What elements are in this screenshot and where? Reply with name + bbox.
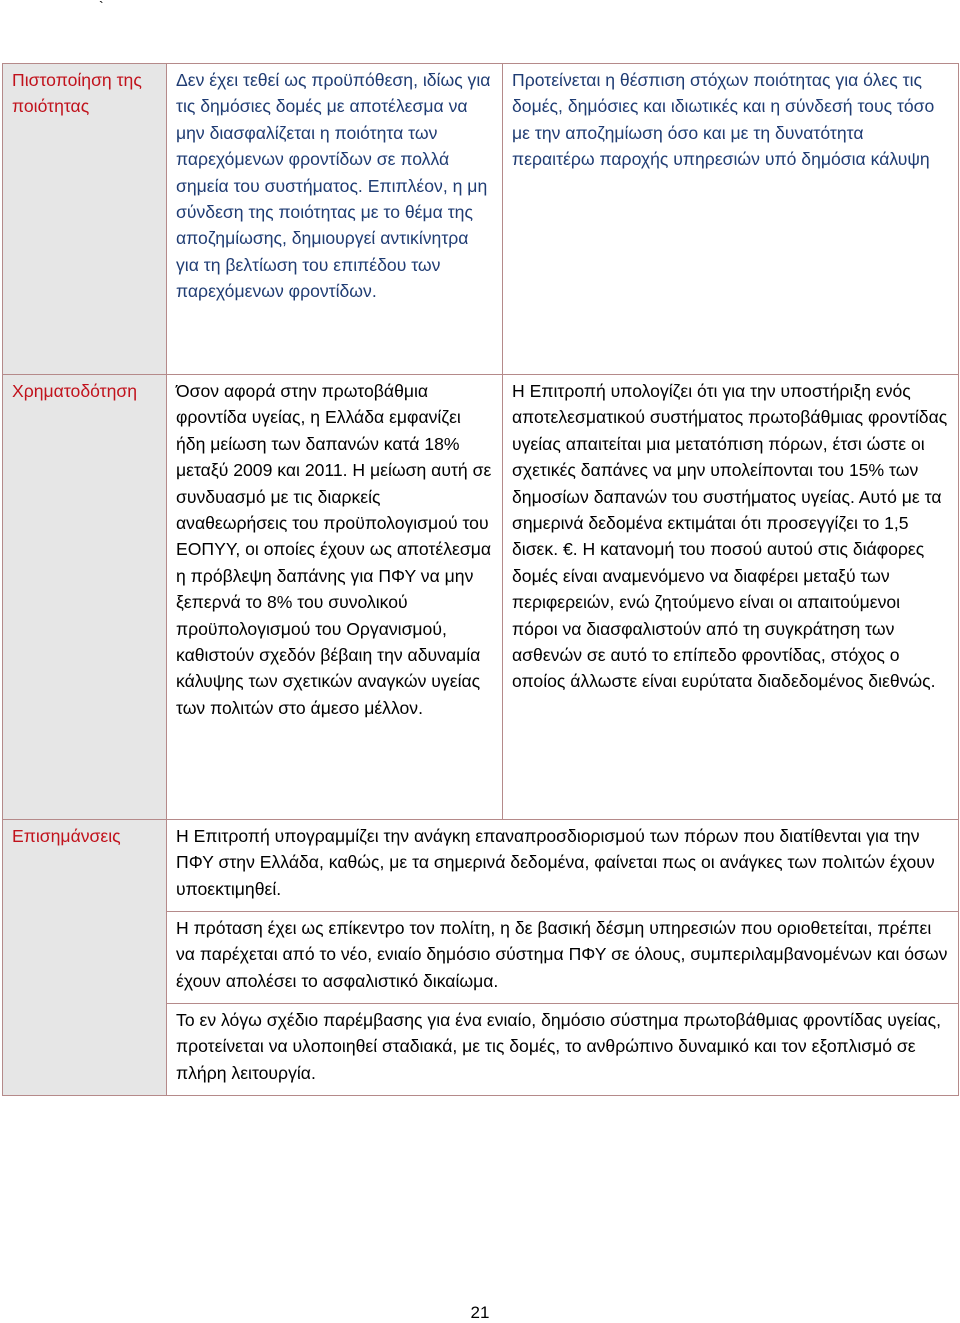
row-label-funding: Χρηματοδότηση (3, 375, 167, 820)
remark-item: Το εν λόγω σχέδιο παρέμβασης για ένα ενιαίο, δημόσιο σύστημα πρωτοβάθμιας φροντίδας υγείας, προτείνεται να υλοποιηθεί σταδιακά, με τις δομές, το ανθρώπινο δυναμικό και τον εξοπλισμό σε πλήρη λειτουργία. (167, 1004, 959, 1096)
page-number: 21 (470, 1303, 490, 1322)
header-mark: ` (99, 0, 104, 14)
remark-item: Η πρόταση έχει ως επίκεντρο τον πολίτη, η δε βασική δέσμη υπηρεσιών που οριοθετείται, πρέπει να παρέχεται από το νέο, ενιαίο δημόσιο σύστημα ΠΦΥ σε όλους, συμπεριλαμβανομένων και όσων έχουν απολέσει το ασφαλιστικό δικαίωμα. (167, 912, 959, 1004)
row-current-state-funding: Όσον αφορά στην πρωτοβάθμια φροντίδα υγείας, η Ελλάδα εμφανίζει ήδη μείωση των δαπανών κατά 18% μεταξύ 2009 και 2011. Η μείωση αυτή σε συνδυασμό με τις διαρκείς αναθεωρήσεις του προϋπολογισμού του ΕΟΠΥΥ, οι οποίες έχουν ως αποτέλεσμα η πρόβλεψη δαπάνης για ΠΦΥ να μην ξεπερνά το 8% του συνολικού προϋπολογισμού του Οργανισμού, καθιστούν σχεδόν βέβαιη την αδυναμία κάλυψης των σχετικών αναγκών υγείας των πολιτών στο άμεσο μέλλον. (167, 375, 503, 820)
table-row-remark-1 (3, 820, 959, 912)
row-current-state-quality: Δεν έχει τεθεί ως προϋπόθεση, ιδίως για τις δημόσιες δομές με αποτέλεσμα να μην διασφαλίζεται η ποιότητα των παρεχόμενων φροντίδων σε πολλά σημεία του συστήματος. Επιπλέον, η μη σύνδεση της ποιότητας με το θέμα της αποζημίωσης, δημιουργεί αντικίνητρα για τη βελτίωση του επιπέδου των παρεχόμενων φροντίδων. (167, 64, 503, 375)
row-label-remarks: Επισημάνσεις (3, 820, 167, 1096)
table-row-quality (3, 64, 959, 375)
row-proposal-quality: Προτείνεται η θέσπιση στόχων ποιότητας για όλες τις δομές, δημόσιες και ιδιωτικές και η σύνδεσή τους τόσο με την αποζημίωση όσο και με τη δυνατότητα περαιτέρω παροχής υπηρεσιών υπό δημόσια κάλυψη (503, 64, 959, 375)
recommendations-table (2, 63, 959, 1096)
row-proposal-funding: Η Επιτροπή υπολογίζει ότι για την υποστήριξη ενός αποτελεσματικού συστήματος πρωτοβάθμιας φροντίδας υγείας απαιτείται μια μετατόπιση πόρων, έτσι ώστε οι σχετικές δαπάνες να μην υπολείπονται του 15% των δημοσίων δαπανών του συστήματος υγείας. Αυτό με τα σημερινά δεδομένα εκτιμάται ότι προσεγγίζει το 1,5 δισεκ. €. Η κατανομή του ποσού αυτού στις διάφορες δομές είναι αναμενόμενο να διαφέρει μεταξύ των περιφερειών, ενώ ζητούμενο είναι οι απαιτούμενοι πόροι να διασφαλιστούν από τη συγκράτηση των ασθενών σε αυτό το επίπεδο φροντίδας, στόχος ο οποίος άλλωστε είναι ευρύτατα διαδεδομένος διεθνώς. (503, 375, 959, 820)
remark-item: Η Επιτροπή υπογραμμίζει την ανάγκη επαναπροσδιορισμού των πόρων που διατίθενται για την ΠΦΥ στην Ελλάδα, καθώς, με τα σημερινά δεδομένα, φαίνεται πως οι ανάγκες των πολιτών έχουν υποεκτιμηθεί. (167, 820, 959, 912)
row-label-quality: Πιστοποίηση της ποιότητας (3, 64, 167, 375)
table-row-funding (3, 375, 959, 820)
